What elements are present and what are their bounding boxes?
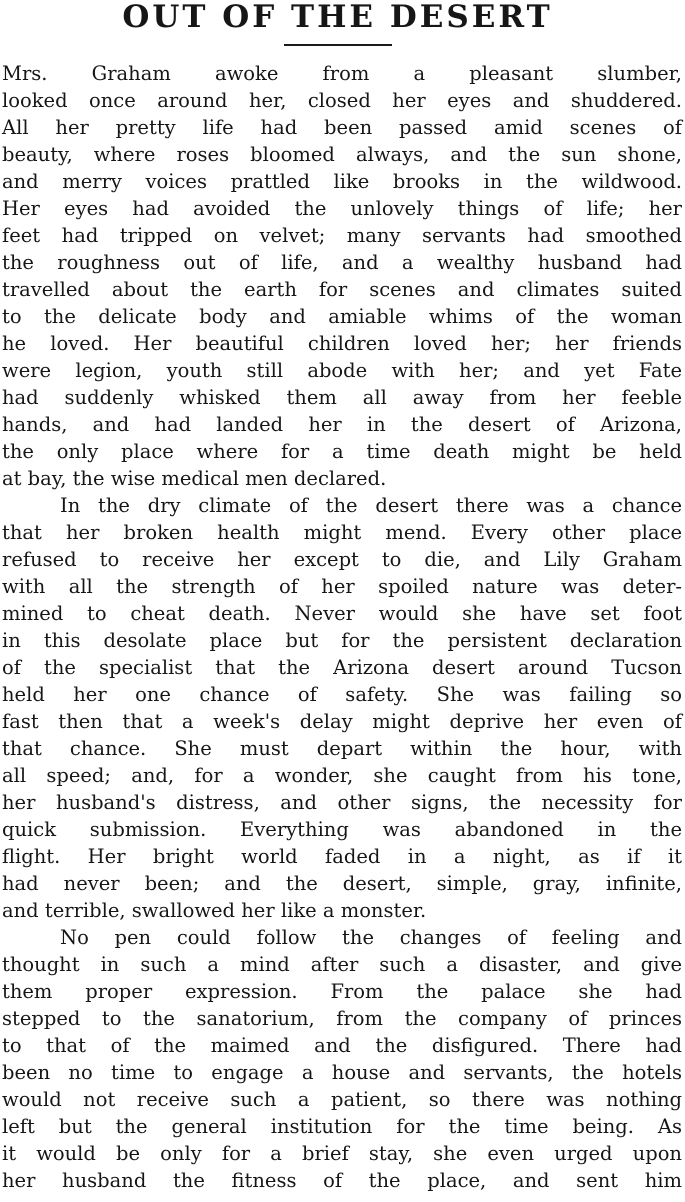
text-line: and merry voices prattled like brooks in the wildwood. [2, 170, 682, 193]
text-line: were legion, youth still abode with her; and yet Fate [2, 359, 682, 382]
text-line: the roughness out of life, and a wealthy husband had [2, 251, 682, 274]
text-line: her husband's distress, and other signs, the necessity for [2, 791, 682, 814]
text-line: had suddenly whisked them all away from her feeble [2, 386, 682, 409]
text-line: to that of the maimed and the disfigured. There had [2, 1034, 682, 1057]
text-line: fast then that a week's delay might deprive her even of [2, 710, 682, 733]
text-line: No pen could follow the changes of feeling and [60, 926, 682, 949]
article-title: OUT OF THE DESERT [122, 0, 553, 35]
text-line: beauty, where roses bloomed always, and the sun shone, [2, 143, 682, 166]
text-line: flight. Her bright world faded in a night, as if it [2, 845, 682, 868]
text-line: Mrs. Graham awoke from a pleasant slumber, [2, 62, 682, 85]
text-line: and terrible, swallowed her like a monster. [2, 899, 427, 922]
text-line: that chance. She must depart within the hour, with [2, 737, 682, 760]
text-line: would not receive such a patient, so there was nothing [2, 1088, 682, 1111]
text-line: had never been; and the desert, simple, gray, infinite, [2, 872, 682, 895]
text-line: Her eyes had avoided the unlovely things of life; her [2, 197, 682, 220]
text-line: thought in such a mind after such a disaster, and give [2, 953, 682, 976]
text-line: All her pretty life had been passed amid scenes of [2, 116, 682, 139]
text-line: at bay, the wise medical men declared. [2, 467, 387, 490]
text-line: feet had tripped on velvet; many servants had smoothed [2, 224, 682, 247]
text-line: with all the strength of her spoiled nature was deter- [2, 575, 682, 598]
text-line: In the dry climate of the desert there was a chance [60, 494, 682, 517]
text-line: travelled about the earth for scenes and climates suited [2, 278, 682, 301]
text-line: looked once around her, closed her eyes and shuddered. [2, 89, 682, 112]
text-line: refused to receive her except to die, and Lily Graham [2, 548, 682, 571]
text-line: it would be only for a brief stay, she even urged upon [2, 1142, 682, 1165]
text-line: stepped to the sanatorium, from the company of princes [2, 1007, 682, 1030]
title-rule [284, 44, 392, 46]
text-line: to the delicate body and amiable whims of the woman [2, 305, 682, 328]
text-line: her husband the fitness of the place, and sent him [2, 1169, 682, 1192]
text-line: hands, and had landed her in the desert of Arizona, [2, 413, 682, 436]
text-line: held her one chance of safety. She was failing so [2, 683, 682, 706]
text-line: he loved. Her beautiful children loved her; her friends [2, 332, 682, 355]
text-line: been no time to engage a house and servants, the hotels [2, 1061, 682, 1084]
text-line: in this desolate place but for the persistent declaration [2, 629, 682, 652]
text-line: the only place where for a time death might be held [2, 440, 682, 463]
text-line: all speed; and, for a wonder, she caught from his tone, [2, 764, 682, 787]
text-line: quick submission. Everything was abandoned in the [2, 818, 682, 841]
text-line: them proper expression. From the palace she had [2, 980, 682, 1003]
text-line: left but the general institution for the time being. As [2, 1115, 682, 1138]
text-line: mined to cheat death. Never would she have set foot [2, 602, 682, 625]
text-line: of the specialist that the Arizona desert around Tucson [2, 656, 682, 679]
text-line: that her broken health might mend. Every other place [2, 521, 682, 544]
